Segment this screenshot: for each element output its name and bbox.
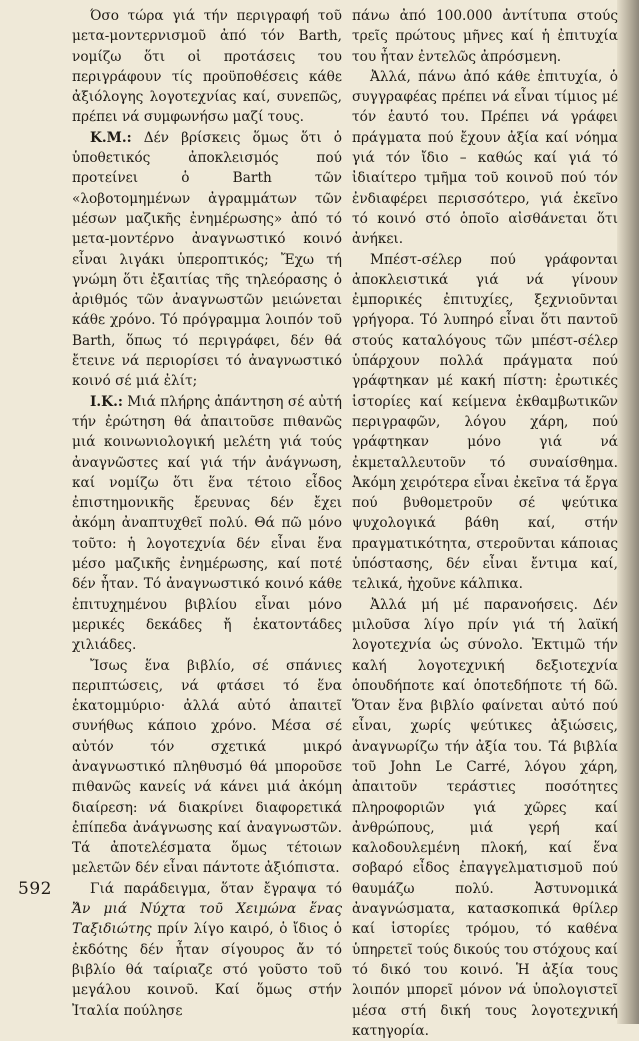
left-column: [72, 6, 342, 1021]
paragraph: Ἀλλά μή μέ παρανοήσεις. Δέν μιλοῦσα λίγο πρίν γιά τή λαϊκή λογοτεχνία ὡς σύνολο. Ἐκτιμῶ τήν καλή λογοτεχνική δεξιοτεχνία ὁπουδήποτε καί ὁποτεδήποτε τή δῶ. Ὅταν ἕνα βιβλίο φαίνεται αὐτό πού εἶναι, χωρίς ψεύτικες ἀξιώσεις, ἀναγνωρίζω τήν ἀξία του. Τά βιβλία τοῦ John Le Carré, λόγου χάρη, ἀπαιτοῦν τεράστιες ποσότητες πληροφοριῶν γιά χῶρες καί ἀνθρώπους, μιά γερή καί καλοδουλεμένη πλοκή, καί ἕνα σοβαρό εἶδος ἐπαγγελματισμοῦ πού θαυμάζω πολύ. Ἀστυνομικά ἀναγνώσματα, κατασκοπικά θρίλερ καί ἱστορίες τρόμου, τό καθένα ὑπηρετεῖ τούς δικούς του στόχους καί τό δικό του κοινό. Ἡ ἀξία τους λοιπόν μπορεῖ μόνον νά ὑπολογιστεῖ μέσα στή δική τους λογοτεχνική κατηγορία.: [352, 596, 618, 1039]
paragraph: [72, 879, 342, 1021]
paragraph: πάνω ἀπό 100.000 ἀντίτυπα στούς τρεῖς πρώτους μῆνες καί ἡ ἐπιτυχία του ἦταν ἐντελῶς ἀπρόσμενη.: [352, 8, 618, 65]
speaker-label: Ι.Κ.:: [90, 393, 123, 410]
paragraph-text: Γιά παράδειγμα, ὅταν ἔγραψα τό: [90, 880, 342, 897]
speaker-label: Κ.Μ.:: [90, 129, 132, 146]
paragraph: Μπέστ-σέλερ πού γράφονται ἀποκλειστικά γιά νά γίνουν ἐμπορικές ἐπιτυχίες, ξεχνιοῦνται γρήγορα. Τό λυπηρό εἶναι ὅτι παντοῦ στούς καταλόγους τῶν μπέστ-σέλερ ὑπάρχουν πολλά πράγματα πού γράφτηκαν μέ κακή πίστη: ἐρωτικές ἱστορίες καί κείμενα ἐκθαμβωτικῶν περιγραφῶν, λόγου χάρη, πού γράφτηκαν μόνο γιά νά ἐκμεταλλευτοῦν τό συναίσθημα. Ἀκόμη χειρότερα εἶναι ἐκεῖνα τά ἔργα πού βυθομετροῦν σέ ψεύτικα ψυχολογικά βάθη καί, στήν πραγματικότητα, στεροῦνται κάποιας ὑπόστασης, δέν εἶναι ἔντιμα καί, τελικά, ἠχοῦνε κάλπικα.: [352, 251, 618, 593]
right-column: [352, 6, 618, 1041]
paragraph: [72, 128, 342, 392]
page-edge-shadow: [617, 0, 639, 1024]
paragraph: [72, 392, 342, 656]
paragraph-text: Μιά πλήρης ἀπάντηση σέ αὐτή τήν ἐρώτηση θά ἀπαιτοῦσε πιθανῶς μιά κοινωνιολογική μελέτη γιά τούς ἀναγνῶστες καί γιά τήν ἀνάγνωση, καί νομίζω ὅτι ἕνα τέτοιο εἶδος ἐπιστημονικῆς ἔρευνας δέν ἔχει ἀκόμη ἀναπτυχθεῖ πολύ. Θά πῶ μόνο τοῦτο: ἡ λογοτεχνία δέν εἶναι ἕνα μέσο μαζικῆς ἐνημέρωσης, καί ποτέ δέν ἦταν. Τό ἀναγνωστικό κοινό κάθε ἐπιτυχημένου βιβλίου εἶναι μόνο μερικές δεκάδες ἤ ἑκατοντάδες χιλιάδες.: [72, 393, 342, 654]
book-title: Ἄν μιά Νύχτα τοῦ Χειμώνα ἕνας Ταξιδιώτης: [72, 901, 342, 938]
paragraph: Ἴσως ἕνα βιβλίο, σέ σπάνιες περιπτώσεις, νά φτάσει τό ἕνα ἑκατομμύριο· ἀλλά αὐτό ἀπαιτεῖ συνήθως κάποιο χρόνο. Μέσα σέ αὐτόν τόν σχετικά μικρό ἀναγνωστικό πληθυσμό θά μποροῦσε πιθανῶς κανείς νά κάνει μιά ἀκόμη διαίρεση: νά διακρίνει διαφορετικά ἐπίπεδα ἀνάγνωσης καί ἀναγνωστῶν. Τά ἀποτελέσματα ὅμως τέτοιων μελετῶν δέν εἶναι πάντοτε ἀξιόπιστα.: [72, 657, 342, 877]
paragraph-text: πρίν λίγο καιρό, ὁ ἴδιος ὁ ἐκδότης δέν ἦταν σίγουρος ἄν τό βιβλίο θά ταίριαζε στό γοῦστο τοῦ μεγάλου κοινοῦ. Καί ὅμως στήν Ἰταλία πούλησε: [72, 921, 342, 1019]
page-number: 592: [18, 879, 52, 899]
paragraph-text: Δέν βρίσκεις ὅμως ὅτι ὁ ὑποθετικός ἀποκλεισμός πού προτείνει ὁ Barth τῶν «λοβοτομημένων ἀγραμμάτων τῶν μέσων μαζικῆς ἐνημέρωσης» ἀπό τό μετα-μοντέρνο ἀναγνωστικό κοινό εἶναι λιγάκι ὑπεροπτικός; Ἔχω τή γνώμη ὅτι ἐξαιτίας τῆς τηλεόρασης ὁ ἀριθμός τῶν ἀναγνωστῶν μειώνεται κάθε χρόνο. Τό πρόγραμμα λοιπόν τοῦ Barth, ὅπως τό περιγράφει, δέν θά ἔτεινε νά περιορίσει τό ἀναγνωστικό κοινό σέ μιά ἐλίτ;: [72, 129, 342, 390]
paragraph: Όσο τώρα γιά τήν περιγραφή τοῦ μετα-μοντερνισμοῦ ἀπό τόν Barth, νομίζω ὅτι οἱ προτάσεις του περιγράφουν τίς προϋποθέσεις κάθε ἀξιόλογης λογοτεχνίας καί, συνεπῶς, πρέπει νά συμφωνήσω μαζί τους.: [72, 8, 342, 126]
paragraph: Ἀλλά, πάνω ἀπό κάθε ἐπιτυχία, ὁ συγγραφέας πρέπει νά εἶναι τίμιος μέ τόν ἑαυτό του. Πρέπει νά γράφει πράγματα πού ἔχουν ἀξία καί νόημα γιά τόν ἴδιο – καθώς καί γιά τό ἰδιαίτερο τμῆμα τοῦ κοινοῦ πού τόν ἐνδιαφέρει περισσότερο, γιά ἐκεῖνο τό κοινό στό ὁποῖο αἰσθάνεται ὅτι ἀνήκει.: [352, 68, 618, 248]
